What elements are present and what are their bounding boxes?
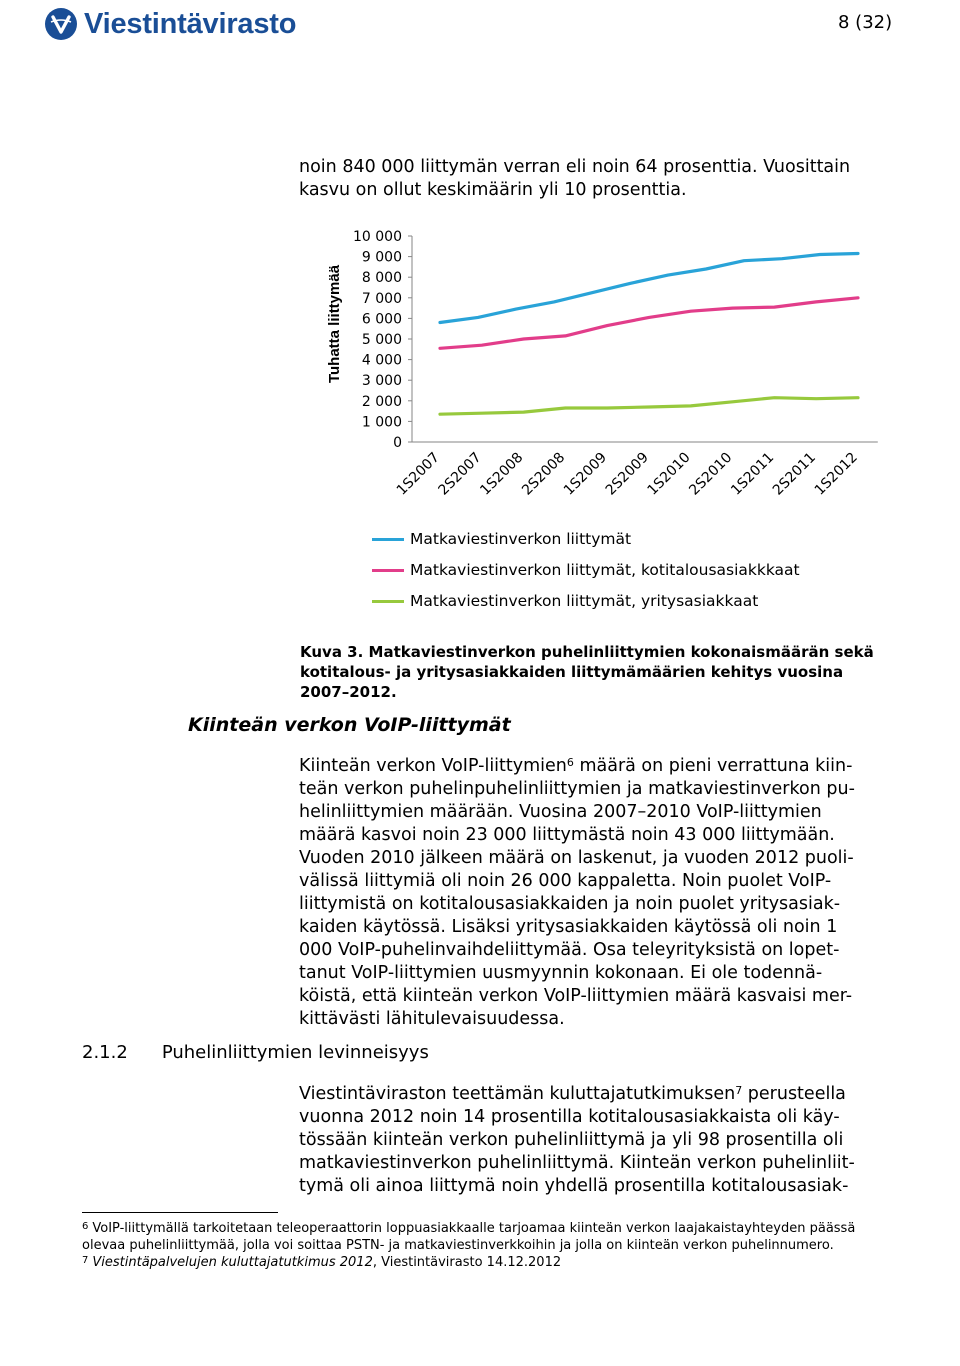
footnote-divider (82, 1212, 278, 1213)
legend-item-businesses (372, 590, 892, 612)
series-line-3 (440, 398, 858, 415)
brand-logo (44, 6, 296, 42)
text-run: Viestintäviraston teettämän kuluttajatutkimuksen (299, 1084, 736, 1104)
x-tick-label: 2S2011 (769, 449, 820, 499)
paragraph-line: helinliittymien määrään. Vuosina 2007–2010 VoIP-liittymien (299, 802, 822, 822)
x-tick-label: 2S2007 (435, 449, 485, 499)
survey-paragraph (299, 1083, 893, 1198)
legend-item-total (372, 528, 892, 550)
intro-line: noin 840 000 liittymän verran eli noin 64 prosenttia. Vuosittain (299, 157, 851, 177)
legend-label: Matkaviestinverkon liittymät (410, 530, 632, 548)
paragraph-line: teän verkon puhelinpuhelinliittymien ja matkaviestinverkon pu- (299, 779, 855, 799)
x-tick-label: 2S2010 (686, 449, 736, 499)
x-tick-label: 1S2011 (728, 449, 778, 499)
y-tick-label: 10 000 (353, 229, 402, 245)
paragraph-line: määrä kasvoi noin 23 000 liittymästä noin 43 000 liittymään. (299, 825, 835, 845)
paragraph-line: välissä liittymiä oli noin 26 000 kappaletta. Noin puolet VoIP- (299, 871, 832, 891)
y-tick-label: 8 000 (361, 270, 402, 287)
logo-emblem-icon (44, 7, 78, 41)
caption-line: Kuva 3. Matkaviestinverkon puhelinliittymien kokonaismäärän sekä (300, 643, 874, 661)
paragraph-line: kaiden käytössä. Lisäksi yritysasiakkaiden käytössä oli noin 1 (299, 917, 838, 937)
paragraph-line: Vuoden 2010 jälkeen määrä on laskenut, ja vuoden 2012 puoli- (299, 848, 854, 868)
section-heading: Kiinteän verkon VoIP-liittymät (188, 714, 511, 736)
x-tick-label: 1S2008 (477, 449, 527, 499)
text-run: Kiinteän verkon VoIP-liittymien (299, 756, 567, 776)
footnote-text: , Viestintävirasto 14.12.2012 (372, 1255, 562, 1270)
footnote-line (82, 1220, 902, 1237)
footnote-item (82, 1220, 902, 1254)
footnote-item (82, 1254, 902, 1271)
line-chart (340, 222, 880, 522)
legend-item-households (372, 559, 892, 581)
y-tick-label: 9 000 (361, 249, 402, 266)
x-tick-label: 2S2009 (602, 449, 652, 499)
y-tick-label: 5 000 (361, 332, 402, 348)
y-tick-label: 6 000 (361, 311, 402, 328)
subsection-number: 2.1.2 (82, 1042, 128, 1063)
paragraph-line: tanut VoIP-liittymien uusmyynnin kokonaan. Ei ole todennä- (299, 963, 823, 983)
y-tick-label: 4 000 (361, 352, 402, 369)
x-tick-label: 1S2009 (560, 449, 611, 499)
subsection-heading (82, 1042, 429, 1063)
footnote-number: 6 (82, 1221, 89, 1232)
footnote-ref[interactable]: 6 (566, 756, 574, 769)
paragraph-line: tössään kiinteän verkon puhelinliittymä ja yli 98 prosentilla oli (299, 1130, 844, 1150)
paragraph-line: kittävästi lähitulevaisuudessa. (299, 1009, 565, 1029)
footnotes (82, 1220, 902, 1271)
footnote-text: VoIP-liittymällä tarkoitetaan teleoperaattorin loppuasiakkaalle tarjoamaa kiinteän verkon laajakaistayhteyden päässä (92, 1221, 856, 1236)
y-tick-label: 7 000 (361, 290, 402, 307)
caption-line: 2007–2012. (300, 683, 397, 701)
paragraph-line: 000 VoIP-puhelinvaihdeliittymää. Osa teleyrityksistä on lopet- (299, 940, 840, 960)
footnote-ref[interactable]: 7 (735, 1084, 743, 1097)
footnote-source-title: Viestintäpalvelujen kuluttajatutkimus 2012 (92, 1255, 373, 1270)
voip-paragraph (299, 755, 893, 1031)
y-tick-label: 0 (393, 435, 402, 451)
paragraph-line: köistä, että kiinteän verkon VoIP-liittymien määrä kasvaisi mer- (299, 986, 853, 1006)
chart-y-axis-title: Tuhatta liittymää (326, 264, 343, 384)
legend-swatch (372, 538, 404, 541)
paragraph-line: matkaviestinverkon puhelinliittymä. Kiinteän verkon puhelinliit- (299, 1153, 855, 1173)
figure-caption (300, 642, 900, 702)
x-tick-label: 1S2012 (811, 449, 861, 499)
subsection-title: Puhelinliittymien levinneisyys (161, 1042, 429, 1063)
paragraph-line (299, 1083, 893, 1106)
footnote-number: 7 (82, 1255, 89, 1266)
y-tick-label: 1 000 (361, 414, 402, 431)
page-number: 8 (32) (838, 12, 893, 33)
intro-line: kasvu on ollut keskimäärin yli 10 prosenttia. (299, 180, 687, 200)
x-tick-label: 1S2010 (644, 449, 694, 499)
paragraph-line: tymä oli ainoa liittymä noin yhdellä prosentilla kotitalousasiak- (299, 1176, 849, 1196)
series-line-2 (440, 298, 858, 349)
legend-swatch (372, 569, 404, 572)
series-line-1 (440, 254, 858, 323)
legend-swatch (372, 600, 404, 603)
legend-label: Matkaviestinverkon liittymät, kotitalousasiakkkaat (410, 561, 800, 579)
logo-text: Viestintävirasto (84, 7, 297, 40)
footnote-line (82, 1254, 902, 1271)
text-run: määrä on pieni verrattuna kiin- (573, 756, 853, 776)
x-tick-label: 2S2008 (519, 449, 569, 499)
intro-paragraph (299, 156, 899, 202)
legend-label: Matkaviestinverkon liittymät, yritysasiakkaat (410, 592, 759, 610)
paragraph-line: liittymistä on kotitalousasiakkaiden ja noin puolet yritysasiak- (299, 894, 841, 914)
paragraph-line: vuonna 2012 noin 14 prosentilla kotitalousasiakkaista oli käy- (299, 1107, 840, 1127)
y-tick-label: 3 000 (361, 373, 402, 390)
text-run: perusteella (742, 1084, 846, 1104)
paragraph-line (299, 755, 893, 778)
x-tick-label: 1S2007 (393, 449, 443, 499)
footnote-line: olevaa puhelinliittymää, jolla voi soittaa PSTN- ja matkaviestinverkkoihin ja jolla on kiinteän verkon puhelinnumero. (82, 1238, 834, 1253)
y-tick-label: 2 000 (361, 393, 402, 410)
caption-line: kotitalous- ja yritysasiakkaiden liittymämäärien kehitys vuosina (300, 663, 844, 681)
